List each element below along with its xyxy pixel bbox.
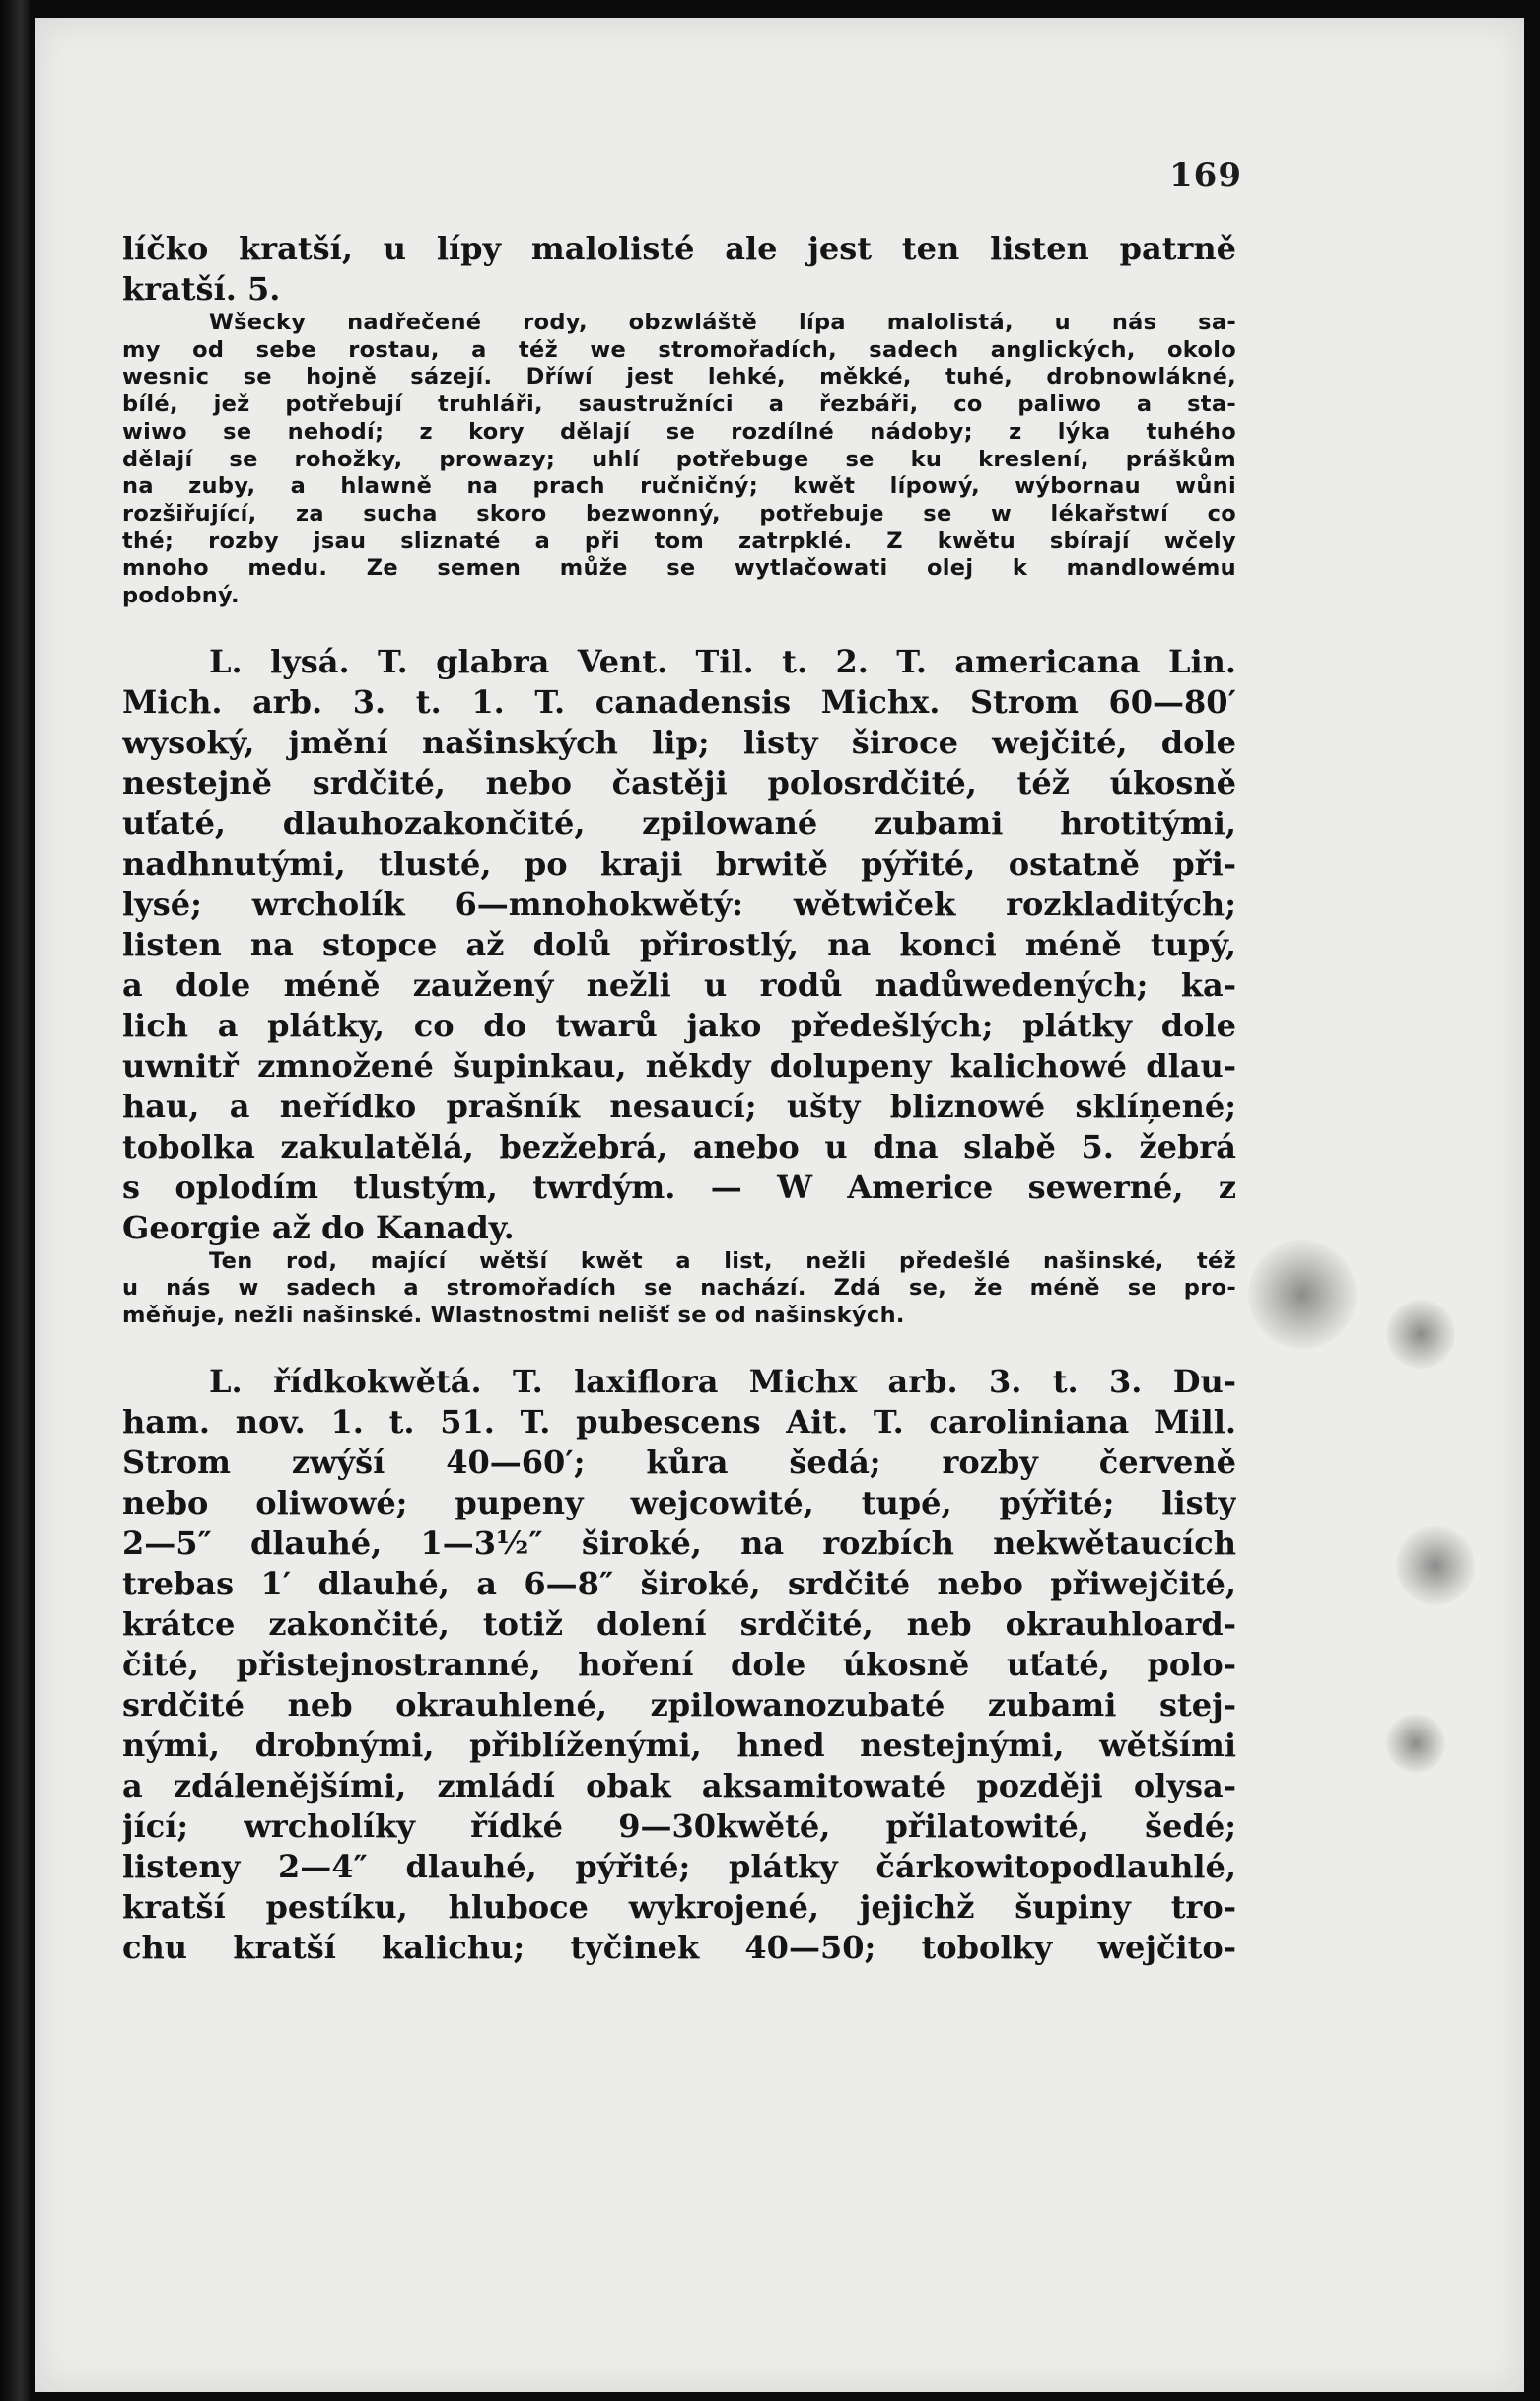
text-line: nebo oliwowé; pupeny wejcowité, tupé, pýřité; listy <box>122 1483 1236 1521</box>
text-line: L. lysá. T. glabra Vent. Til. t. 2. T. americana Lin. <box>209 642 1236 680</box>
text-line: Wšecky nadřečené rody, obzwláště lípa malolistá, u nás sa- <box>209 310 1236 335</box>
text-line: 2—5″ dlauhé, 1—3½″ široké, na rozbích nekwětaucích <box>122 1523 1236 1562</box>
text-line: nými, drobnými, přiblíženými, hned nestejnými, wětšími <box>122 1726 1236 1764</box>
text-line: L. řídkokwětá. T. laxiflora Michx arb. 3. t. 3. Du- <box>209 1362 1236 1400</box>
text-line: kratší pestíku, hluboce wykrojené, jejichž šupiny tro- <box>122 1887 1236 1926</box>
text-line: trebas 1′ dlauhé, a 6—8″ široké, srdčité nebo přiwejčité, <box>122 1564 1236 1602</box>
text-line: chu kratší kalichu; tyčinek 40—50; tobolky wejčito- <box>122 1928 1236 1966</box>
text-line: wesnic se hojně sázejí. Dříwí jest lehké, měkké, tuhé, drobnowlákné, <box>122 364 1236 390</box>
text-line: ham. nov. 1. t. 51. T. pubescens Ait. T. caroliniana Mill. <box>122 1402 1236 1441</box>
text-line: kratší. 5. <box>122 270 281 308</box>
text-line: bílé, jež potřebují truhláři, saustružníci a řezbáři, co paliwo a sta- <box>122 391 1236 418</box>
paragraph-gap <box>122 610 1236 620</box>
text-line: lysé; wrcholík 6—mnohokwětý: wětwiček rozkladitých; <box>122 884 1236 923</box>
paragraph-gap <box>122 620 1236 642</box>
text-line: listen na stopce až dolů přirostlý, na konci méně tupý, <box>122 925 1236 963</box>
text-line: Strom zwýší 40—60′; kůra šedá; rozby červeně <box>122 1443 1236 1481</box>
text-line: uwnitř zmnožené šupinkau, někdy dolupeny kalichowé dlau- <box>122 1046 1236 1085</box>
page-number: 169 <box>1169 156 1242 195</box>
text-line: my od sebe rostau, a též we stromořadích, sadech anglických, okolo <box>122 336 1236 363</box>
text-line: Ten rod, mající wětší kwět a list, nežli předešlé našinské, též <box>209 1247 1236 1274</box>
text-line: rozšiřující, za sucha skoro bezwonný, potřebuje se w lékařstwí co <box>122 500 1236 527</box>
text-line: a zdálenějšími, zmládí obak aksamitowaté později olysa- <box>122 1766 1236 1804</box>
text-line: tobolka zakulatělá, bezžebrá, anebo u dna slabě 5. žebrá <box>122 1127 1236 1165</box>
text-line: srdčité neb okrauhlené, zpilowanozubaté zubami stej- <box>122 1685 1236 1724</box>
book-spine-edge <box>0 0 30 2401</box>
text-line: čité, přistejnostranné, hoření dole úkosně uťaté, polo- <box>122 1645 1236 1683</box>
text-line: wysoký, jmění našinských lip; listy široce wejčité, dole <box>122 723 1236 761</box>
text-line: jící; wrcholíky řídké 9—30kwěté, přilatowité, šedé; <box>122 1806 1236 1845</box>
text-line: nadhnutými, tlusté, po kraji brwitě pýřité, ostatně při- <box>122 844 1236 883</box>
ink-smudge <box>1396 1526 1475 1605</box>
text-line: na zuby, a hlawně na prach ručničný; kwět lípowý, wýbornau wůni <box>122 473 1236 500</box>
text-line: nestejně srdčité, nebo častěji polosrdčité, též úkosně <box>122 763 1236 802</box>
text-line: lich a plátky, co do twarů jako předešlých; plátky dole <box>122 1006 1236 1044</box>
text-line: wiwo se nehodí; z kory dělají se rozdílné nádoby; z lýka tuhého <box>122 418 1236 445</box>
page-text <box>122 229 1236 1968</box>
text-line: hau, a neřídko prašník nesaucí; ušty bliznowé sklíņené; <box>122 1087 1236 1125</box>
text-line: s oplodím tlustým, twrdým. — W Americe sewerné, z <box>122 1167 1236 1206</box>
ink-smudge <box>1386 1714 1445 1773</box>
text-line: Mich. arb. 3. t. 1. T. canadensis Michx. Strom 60—80′ <box>122 682 1236 721</box>
ink-smudge <box>1386 1300 1455 1369</box>
book-page <box>35 18 1524 2392</box>
text-line: dělají se rohožky, prowazy; uhlí potřebuge se ku kreslení, práškům <box>122 446 1236 472</box>
ink-smudge <box>1248 1240 1357 1349</box>
paragraph-gap <box>122 1330 1236 1340</box>
text-line: thé; rozby jsau sliznaté a při tom zatrpklé. Z kwětu sbírají wčely <box>122 528 1236 554</box>
paragraph-gap <box>122 1340 1236 1362</box>
text-line: u nás w sadech a stromořadích se nachází. Zdá se, že méně se pro- <box>122 1275 1236 1302</box>
text-line: a dole méně zaužený nežli u rodů nadůwedených; ka- <box>122 965 1236 1004</box>
text-line: listeny 2—4″ dlauhé, pýřité; plátky čárkowitopodlauhlé, <box>122 1847 1236 1885</box>
text-line: líčko kratší, u lípy malolisté ale jest ten listen patrně <box>122 230 1236 267</box>
text-line: mnoho medu. Ze semen může se wytlačowati olej k mandlowému <box>122 555 1236 582</box>
text-line: podobný. <box>122 583 240 609</box>
text-line: Georgie až do Kanady. <box>122 1208 515 1246</box>
text-line: uťaté, dlauhozakončité, zpilowané zubami hrotitými, <box>122 804 1236 842</box>
text-line: měňuje, nežli našinské. Wlastnostmi nelišť se od našinských. <box>122 1303 905 1329</box>
text-line: krátce zakončité, totiž dolení srdčité, neb okrauhloard- <box>122 1604 1236 1643</box>
